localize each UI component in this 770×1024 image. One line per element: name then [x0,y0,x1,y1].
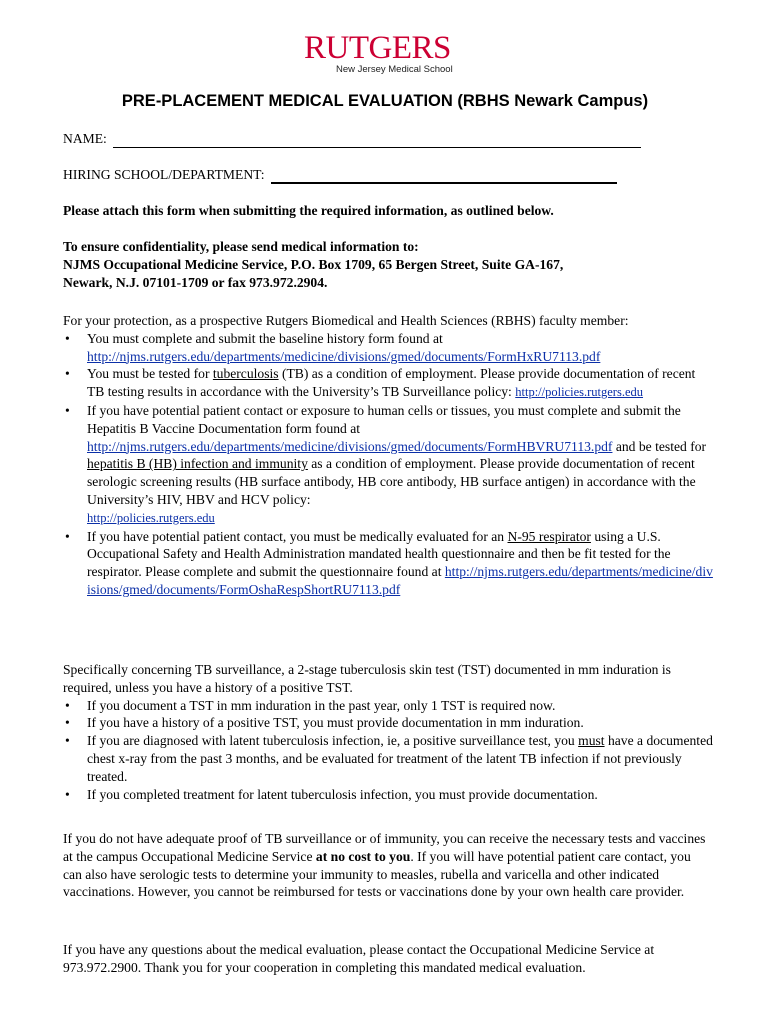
osha-questionnaire-link[interactable]: http://njms.rutgers.edu/departments/medicine/divisions/gmed/documents/FormOshaRespShortRU7113.pdf [87,564,713,597]
page-title: PRE-PLACEMENT MEDICAL EVALUATION (RBHS Newark Campus) [121,92,649,110]
logo-wordmark: RUTGERS [304,30,451,66]
rutgers-logo [300,28,470,78]
list-item [63,365,713,402]
n95-term: N-95 respirator [507,528,591,544]
tb-intro: Specifically concerning TB surveillance, a 2-stage tuberculosis skin test (TST) documented in mm induration is required, unless you have a history of a positive TST. [63,662,671,695]
closing-text: If you have any questions about the medical evaluation, please contact the Occupational Medicine Service at 973.972.2900. Thank you for your cooperation in completing this mandated medical evaluation. [63,942,655,975]
send-info-line1: To ensure confidentiality, please send medical information to: [63,239,419,254]
proof-text-b: . If you will have potential patient care contact, you can also have serologic tests to determine your immunity to measles, rubella and varicella and other indicated vaccinations. However, you cannot be reimbursed for tests or vaccinations done by your own health care provider. [63,848,691,900]
send-info [63,238,713,291]
logo-subtitle: New Jersey Medical School [336,64,453,75]
proof-text-a: If you do not have adequate proof of TB surveillance or of immunity, you can receive the necessary tests and vaccines at the campus Occupational Medicine Service [63,831,706,864]
baseline-history-link[interactable]: http://njms.rutgers.edu/departments/medicine/divisions/gmed/documents/FormHxRU7113.pdf [87,348,601,364]
n95-text-a: If you have potential patient contact, you must be medically evaluated for an [87,528,508,544]
tb-text-a: You must be tested for [87,366,213,382]
must-term: must [578,733,605,749]
protection-intro: For your protection, as a prospective Rutgers Biomedical and Health Sciences (RBHS) faculty member: [63,313,629,328]
hepb-text-a: If you have potential patient contact or exposure to human cells or tissues, you must complete and submit the Hepatitis B Vaccine Documentation form found at [87,402,681,436]
baseline-history-text: You must complete and submit the baseline history form found at [87,330,443,346]
hepb-term: hepatitis B (HB) infection and immunity [87,456,308,472]
protection-section [63,312,713,599]
latent-text-a: If you are diagnosed with latent tuberculosis infection, ie, a positive surveillance test, you [87,733,579,749]
proof-section [63,830,713,901]
list-item [63,330,713,366]
closing-section [63,941,713,977]
hepb-text-b: and be tested for [612,438,707,454]
list-item [63,528,713,599]
list-item [63,732,713,785]
attach-note [63,202,713,220]
tb-policy-link[interactable]: http://policies.rutgers.edu [515,385,644,400]
list-item: • If you completed treatment for latent tuberculosis infection, you must provide documentation. [63,786,713,804]
tb-list [63,697,713,804]
hepb-text-c: as a condition of employment. Please provide documentation of recent serologic screening results (HB surface antibody, HB core antibody, HB surface antigen) in accordance with the University’s HIV, HBV and HCV policy: [87,456,696,507]
name-label: NAME: [63,131,107,146]
department-label: HIRING SCHOOL/DEPARTMENT: [63,167,265,182]
latent-text-b: have a documented chest x-ray from the past 3 months, and be evaluated for treatment of the latent TB infection if not previously treated. [87,733,713,784]
list-item: • If you have a history of a positive TST, you must provide documentation in mm induration. [63,714,713,732]
protection-list [63,330,713,599]
name-input-line[interactable] [113,134,641,148]
list-item [63,402,713,528]
department-input-line[interactable] [271,169,617,184]
no-cost-text: at no cost to you [315,848,411,864]
attach-note-text: Please attach this form when submitting the required information, as outlined below. [63,203,554,218]
proof-text [63,830,713,901]
hepb-form-link[interactable]: http://njms.rutgers.edu/departments/medicine/divisions/gmed/documents/FormHBVRU7113.pdf [87,438,613,454]
send-info-line2: NJMS Occupational Medicine Service, P.O. Box 1709, 65 Bergen Street, Suite GA-167, [63,256,564,272]
department-field [63,166,617,184]
list-item: • If you document a TST in mm induration in the past year, only 1 TST is required now. [63,697,713,715]
send-info-line3: Newark, N.J. 07101-1709 or fax 973.972.2904. [63,274,328,290]
name-field [63,130,641,148]
hiv-policy-link[interactable]: http://policies.rutgers.edu [87,510,215,525]
tb-text-b: (TB) as a condition of employment. Please provide documentation of recent TB testing results in accordance with the University’s TB Surveillance policy: [87,366,696,400]
n95-text-b: using a U.S. Occupational Safety and Health Administration mandated health questionnaire and then be fit tested for the respirator. Please complete and submit the questionnaire found at [87,528,671,580]
tb-section [63,661,713,803]
tuberculosis-term: tuberculosis [212,366,279,382]
